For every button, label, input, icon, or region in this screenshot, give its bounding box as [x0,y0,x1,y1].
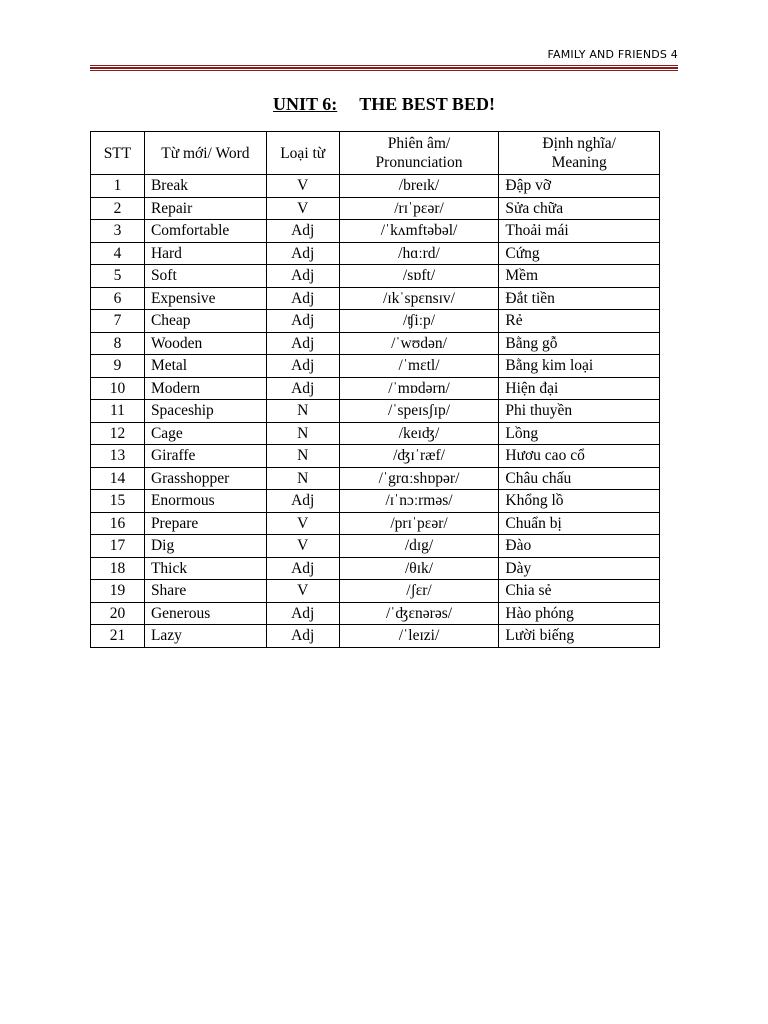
meaning-cell: Lười biếng [499,625,660,648]
table-row [91,535,660,558]
meaning-cell: Bằng gỗ [499,332,660,355]
pronunciation-cell: /keɪʤ/ [339,422,499,445]
pronunciation-cell: /ɪˈnɔːrməs/ [339,490,499,513]
row-number-cell: 11 [91,400,145,423]
pronunciation-cell: /ˈʤɛnərəs/ [339,602,499,625]
word-type-cell: N [266,422,339,445]
meaning-cell: Khổng lồ [499,490,660,513]
table-row [91,467,660,490]
meaning-cell: Đắt tiền [499,287,660,310]
row-number-cell: 19 [91,580,145,603]
word-type-cell: V [266,535,339,558]
meaning-cell: Sửa chữa [499,197,660,220]
word-cell: Cage [144,422,266,445]
meaning-cell: Phi thuyền [499,400,660,423]
word-type-cell: Adj [266,377,339,400]
meaning-cell: Đập vỡ [499,175,660,198]
column-header-word: Từ mới/ Word [144,132,266,175]
unit-name: THE BEST BED! [359,94,495,114]
table-header-row [91,132,660,175]
table-row [91,332,660,355]
word-type-cell: N [266,400,339,423]
word-type-cell: V [266,175,339,198]
page-title [0,94,768,115]
word-cell: Giraffe [144,445,266,468]
pronunciation-cell: /rɪˈpɛər/ [339,197,499,220]
table-row [91,197,660,220]
word-type-cell: Adj [266,332,339,355]
table-row [91,512,660,535]
word-type-cell: Adj [266,265,339,288]
pronunciation-cell: /ˈmɛtl/ [339,355,499,378]
row-number-cell: 8 [91,332,145,355]
table-row [91,242,660,265]
word-cell: Cheap [144,310,266,333]
row-number-cell: 1 [91,175,145,198]
meaning-cell: Chia sẻ [499,580,660,603]
word-cell: Comfortable [144,220,266,243]
word-type-cell: N [266,467,339,490]
word-type-cell: Adj [266,625,339,648]
meaning-cell: Hào phóng [499,602,660,625]
pronunciation-header-line1: Phiên âm/ [387,135,451,152]
word-cell: Modern [144,377,266,400]
meaning-header-line2: Meaning [551,154,607,171]
table-row [91,287,660,310]
row-number-cell: 3 [91,220,145,243]
pronunciation-cell: /ˈgrɑːshɒpər/ [339,467,499,490]
word-cell: Wooden [144,332,266,355]
word-type-cell: V [266,580,339,603]
table-row [91,355,660,378]
word-type-cell: Adj [266,355,339,378]
pronunciation-cell: /breɪk/ [339,175,499,198]
table-row [91,580,660,603]
unit-label: UNIT 6: [273,94,338,114]
word-type-cell: Adj [266,220,339,243]
pronunciation-cell: /ɪkˈspɛnsɪv/ [339,287,499,310]
table-row [91,400,660,423]
row-number-cell: 9 [91,355,145,378]
row-number-cell: 6 [91,287,145,310]
column-header-pronunciation [339,132,499,175]
word-cell: Repair [144,197,266,220]
pronunciation-cell: /hɑːrd/ [339,242,499,265]
pronunciation-cell: /ʤɪˈræf/ [339,445,499,468]
meaning-cell: Chuẩn bị [499,512,660,535]
word-type-cell: N [266,445,339,468]
table-row [91,557,660,580]
meaning-cell: Hiện đại [499,377,660,400]
row-number-cell: 20 [91,602,145,625]
table-row [91,265,660,288]
pronunciation-cell: /θɪk/ [339,557,499,580]
word-type-cell: V [266,197,339,220]
pronunciation-cell: /sɒft/ [339,265,499,288]
word-type-cell: Adj [266,242,339,265]
meaning-cell: Mềm [499,265,660,288]
meaning-cell: Châu chấu [499,467,660,490]
pronunciation-cell: /ʃɛr/ [339,580,499,603]
table-row [91,377,660,400]
meaning-cell: Thoải mái [499,220,660,243]
running-header: FAMILY AND FRIENDS 4 [547,48,678,61]
table-row [91,220,660,243]
word-type-cell: Adj [266,602,339,625]
word-cell: Grasshopper [144,467,266,490]
table-row [91,490,660,513]
word-cell: Thick [144,557,266,580]
row-number-cell: 12 [91,422,145,445]
row-number-cell: 17 [91,535,145,558]
word-cell: Prepare [144,512,266,535]
row-number-cell: 4 [91,242,145,265]
column-header-meaning [499,132,660,175]
pronunciation-cell: /dɪg/ [339,535,499,558]
table-row [91,445,660,468]
row-number-cell: 13 [91,445,145,468]
meaning-cell: Rẻ [499,310,660,333]
table-row [91,625,660,648]
word-cell: Metal [144,355,266,378]
column-header-type: Loại từ [266,132,339,175]
word-cell: Lazy [144,625,266,648]
pronunciation-cell: /ˈleɪzi/ [339,625,499,648]
word-cell: Dig [144,535,266,558]
row-number-cell: 7 [91,310,145,333]
word-cell: Generous [144,602,266,625]
meaning-cell: Cứng [499,242,660,265]
word-cell: Break [144,175,266,198]
word-cell: Hard [144,242,266,265]
table-row [91,175,660,198]
word-type-cell: V [266,512,339,535]
table-row [91,422,660,445]
row-number-cell: 14 [91,467,145,490]
row-number-cell: 16 [91,512,145,535]
meaning-cell: Đào [499,535,660,558]
table-row [91,310,660,333]
row-number-cell: 15 [91,490,145,513]
row-number-cell: 2 [91,197,145,220]
pronunciation-header-line2: Pronunciation [375,154,463,171]
word-cell: Expensive [144,287,266,310]
meaning-cell: Hươu cao cổ [499,445,660,468]
word-cell: Soft [144,265,266,288]
word-type-cell: Adj [266,490,339,513]
meaning-cell: Lồng [499,422,660,445]
meaning-cell: Bằng kim loại [499,355,660,378]
pronunciation-cell: /ˈwʊdən/ [339,332,499,355]
pronunciation-cell: /ʧiːp/ [339,310,499,333]
row-number-cell: 18 [91,557,145,580]
meaning-header-line1: Định nghĩa/ [542,135,616,152]
pronunciation-cell: /ˈspeɪsʃɪp/ [339,400,499,423]
word-cell: Enormous [144,490,266,513]
row-number-cell: 10 [91,377,145,400]
word-type-cell: Adj [266,557,339,580]
column-header-stt: STT [91,132,145,175]
row-number-cell: 21 [91,625,145,648]
vocabulary-table [90,131,660,648]
word-cell: Spaceship [144,400,266,423]
table-row [91,602,660,625]
header-rule [90,65,678,71]
pronunciation-cell: /ˈkʌmftəbəl/ [339,220,499,243]
word-type-cell: Adj [266,287,339,310]
pronunciation-cell: /prɪˈpɛər/ [339,512,499,535]
word-type-cell: Adj [266,310,339,333]
word-cell: Share [144,580,266,603]
row-number-cell: 5 [91,265,145,288]
meaning-cell: Dày [499,557,660,580]
pronunciation-cell: /ˈmɒdərn/ [339,377,499,400]
